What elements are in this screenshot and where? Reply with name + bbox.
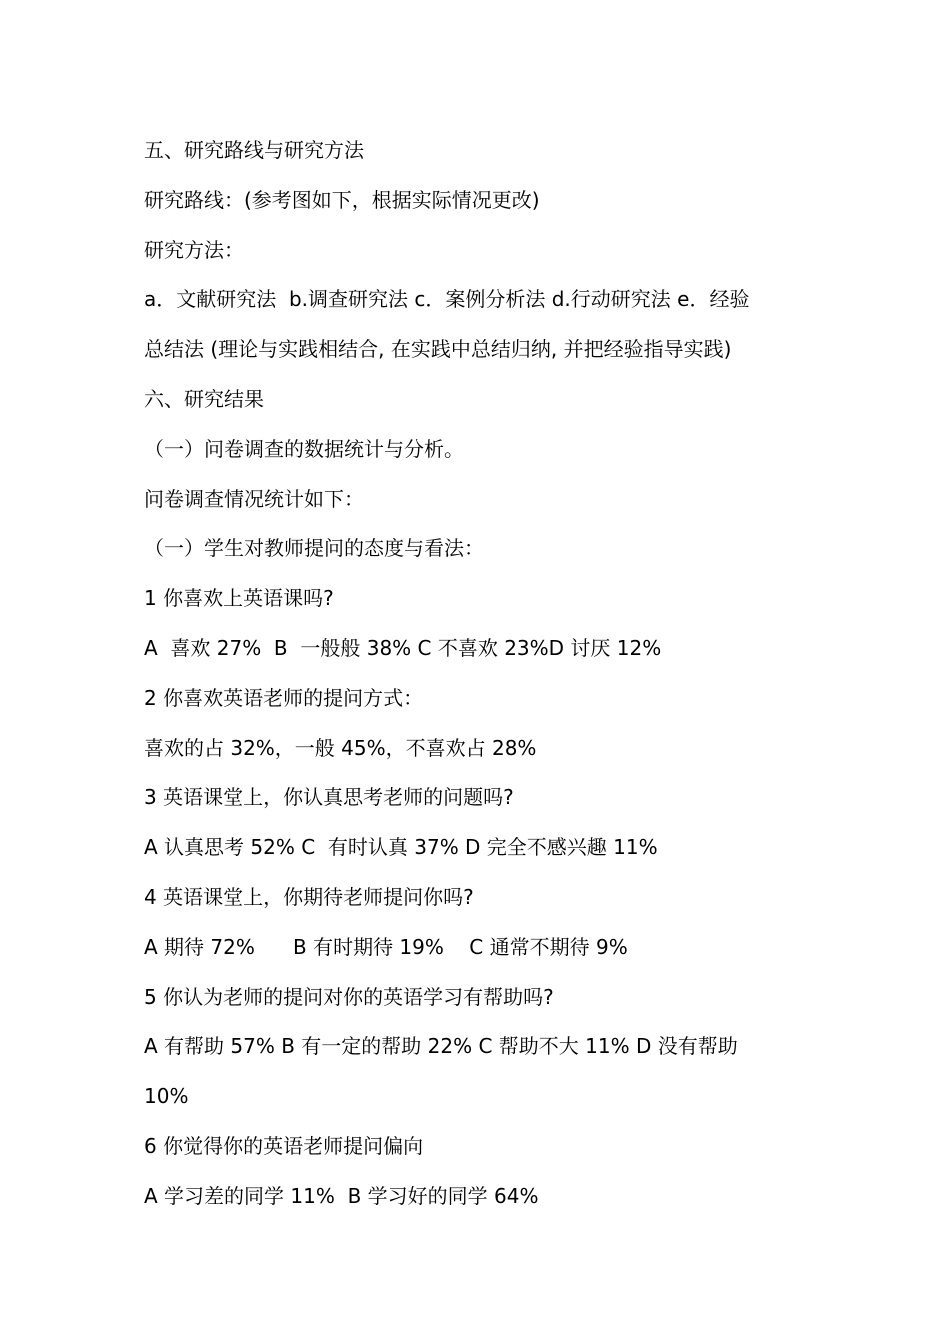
question-1: 1 你喜欢上英语课吗? <box>144 586 334 611</box>
methods-list-line2: 总结法 (理论与实践相结合, 在实践中总结归纳, 并把经验指导实践) <box>144 337 732 362</box>
research-methods-label: 研究方法： <box>144 237 244 262</box>
question-4: 4 英语课堂上，你期待老师提问你吗? <box>144 884 474 909</box>
answer-4: A 期待 72% B 有时期待 19% C 通常不期待 9% <box>144 934 628 959</box>
question-3: 3 英语课堂上，你认真思考老师的问题吗? <box>144 785 514 810</box>
section6-heading: 六、研究结果 <box>144 386 264 411</box>
question-5: 5 你认为老师的提问对你的英语学习有帮助吗? <box>144 984 554 1009</box>
answer-1: A 喜欢 27% B 一般般 38% C 不喜欢 23%D 讨厌 12% <box>144 635 662 660</box>
survey-stats-intro: 问卷调查情况统计如下： <box>144 486 364 511</box>
research-route-text: 研究路线：(参考图如下，根据实际情况更改) <box>144 187 540 212</box>
subsection-survey-analysis: （一）问卷调查的数据统计与分析。 <box>144 436 464 461</box>
subsection-attitude: （一）学生对教师提问的态度与看法： <box>144 536 484 561</box>
answer-2: 喜欢的占 32%，一般 45%，不喜欢占 28% <box>144 735 537 760</box>
document-page <box>144 131 814 1227</box>
answer-5-line2: 10% <box>144 1084 189 1109</box>
question-2: 2 你喜欢英语老师的提问方式： <box>144 685 424 710</box>
answer-3: A 认真思考 52% C 有时认真 37% D 完全不感兴趣 11% <box>144 835 658 860</box>
section5-heading: 五、研究路线与研究方法 <box>144 138 364 162</box>
answer-5-line1: A 有帮助 57% B 有一定的帮助 22% C 帮助不大 11% D 没有帮助 <box>144 1034 738 1059</box>
methods-list-line1: a．文献研究法 b.调查研究法 c．案例分析法 d.行动研究法 e．经验 <box>144 287 750 312</box>
question-6: 6 你觉得你的英语老师提问偏向 <box>144 1133 424 1158</box>
answer-6: A 学习差的同学 11% B 学习好的同学 64% <box>144 1183 539 1208</box>
